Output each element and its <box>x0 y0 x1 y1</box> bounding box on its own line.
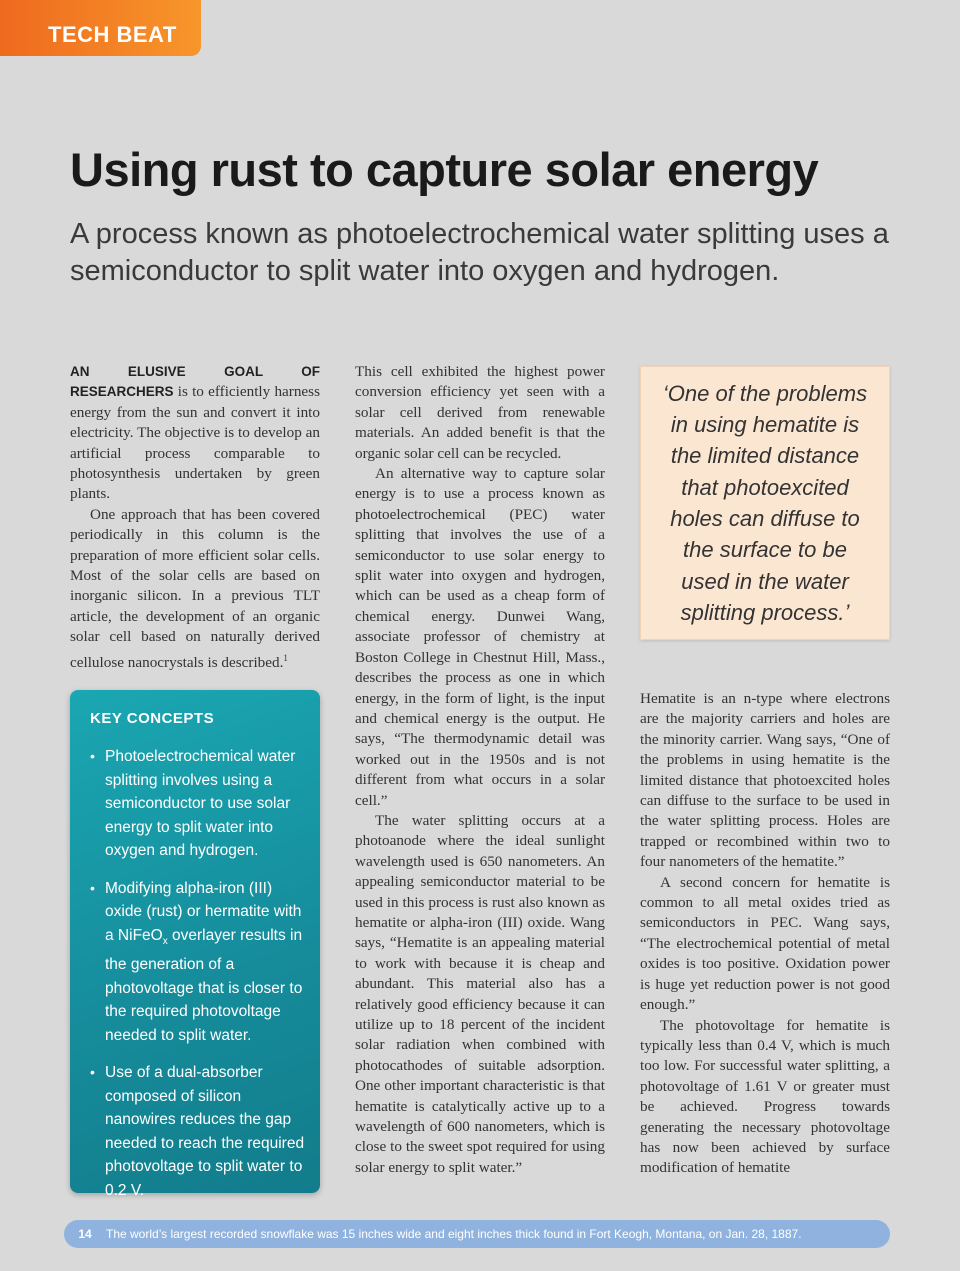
column-1 <box>70 362 320 673</box>
footnote-marker: 1 <box>283 652 288 663</box>
key-concepts-box <box>70 690 320 1199</box>
pull-quote-box <box>640 366 890 640</box>
section-tag: TECH BEAT <box>0 0 201 56</box>
key-concepts-heading: KEY CONCEPTS <box>90 710 215 727</box>
paragraph: A second concern for hematite is common to all metal oxides tried as semiconductors in PEC. Wang says, “The electrochemical potential of metal oxides is too positive. Oxidation power is huge yet reduction power is not good enough.” <box>640 873 890 1014</box>
article-subtitle: A process known as photoelectrochemical water splitting uses a semiconductor to split water into oxygen and hydrogen. <box>70 218 889 287</box>
paragraph-text: is to efficiently harness energy from the sun and convert it into electricity. The objective is to develop an artificial process comparable to photosynthesis undertaken by green plants. <box>70 383 320 503</box>
paragraph-text: One approach that has been covered periodically in this column is the preparation of more efficient solar cells. Most of the solar cells are based on inorganic silicon. In a previous TLT article, the development of an organic solar cell based on naturally derived cellulose nanocrystals is described. <box>70 505 320 671</box>
footer-fact: The world’s largest recorded snowflake was 15 inches wide and eight inches thick found in Fort Keogh, Montana, on Jan. 28, 1887. <box>106 1227 802 1241</box>
key-concept-text: overlayer results in the generation of a photovoltage that is closer to the required photovoltage needed to split water. <box>105 926 303 1044</box>
subscript: x <box>162 935 168 947</box>
paragraph: The water splitting occurs at a photoanode where the ideal sunlight wavelength used is 650 nanometers. An appealing semiconductor material to be used in this process is rust also known as hematite or alpha-iron (III) oxide. Wang says, “Hematite is an appealing material to work with because it is cheap and abundant. This material also has a relatively good efficiency because it can utilize up to 18 percent of the incident solar radiation when combined with photocathodes of suitable adsorption. One other important characteristic is that hematite is catalytically active up to a wavelength of 600 nanometers, which is close to the sweet spot required for using solar energy to split water.” <box>355 811 605 1176</box>
key-concepts-list <box>90 745 306 1202</box>
key-concept-text: Modifying alpha-iron (III) oxide (rust) or hermatite with a NiFeO <box>105 879 302 944</box>
page-number: 14 <box>78 1227 92 1241</box>
paragraph <box>70 362 320 505</box>
paragraph: This cell exhibited the highest power conversion efficiency yet seen with a solar cell derived from renewable materials. An added benefit is that the organic solar cell can be recycled. <box>355 363 605 462</box>
paragraph: An alternative way to capture solar energy is to use a process known as photoelectrochemical (PEC) water splitting that involves the use of a semiconductor to use solar energy to split water into oxygen and hydrogen, which can be used as a cheap form of chemical energy. Dunwei Wang, associate professor of chemistry at Boston College in Chestnut Hill, Mass., describes the process as one in which energy, in the form of light, is the input and chemical energy is the output. He says, “The thermodynamic detail was worked out in the 1950s and is not different from what occurs in a solar cell.” <box>355 465 605 809</box>
paragraph: Hematite is an n-type where electrons are the majority carriers and holes are the minority carrier. Wang says, “One of the problems in using hematite is the limited distance that photoexcited holes can diffuse to the surface to be used in the water splitting process. Holes are trapped or recombined within two to four nanometers of the hematite.” <box>640 690 890 871</box>
lead-in: AN ELUSIVE GOAL OF RESEARCHERS <box>70 364 320 400</box>
paragraph <box>70 505 320 673</box>
pull-quote: ‘One of the problems in using hematite is the limited distance that photoexcited holes can diffuse to the surface to be used in the water splitting process.’ <box>662 380 868 625</box>
key-concept-item <box>90 877 306 1048</box>
column-2 <box>355 362 605 1178</box>
article-title: Using rust to capture solar energy <box>70 143 819 196</box>
paragraph: The photovoltage for hematite is typically less than 0.4 V, which is much too low. For successful water splitting, a photovoltage of 1.61 V or greater must be achieved. Progress towards generating the necessary photovoltage has now been achieved by surface modification of hematite <box>640 1016 890 1177</box>
key-concept-item: • Use of a dual-absorber composed of silicon nanowires reduces the gap needed to reach the required photovoltage to split water to 0.2 V. <box>90 1061 306 1202</box>
footer-bar <box>64 1220 890 1248</box>
column-3 <box>640 689 890 1179</box>
key-concept-item: • Photoelectrochemical water splitting involves using a semiconductor to use solar energy to split water into oxygen and hydrogen. <box>90 745 306 863</box>
